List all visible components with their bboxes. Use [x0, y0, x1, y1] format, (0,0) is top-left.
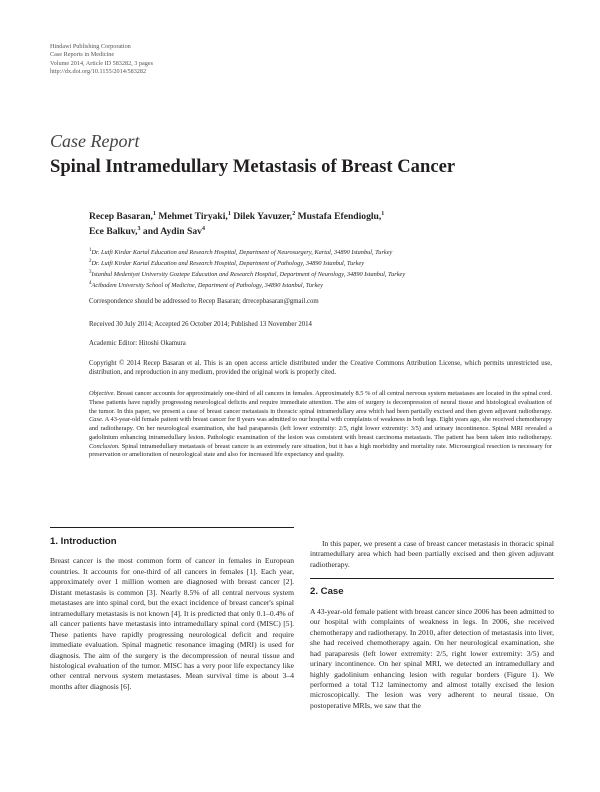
affiliation-marker: 2: [292, 211, 296, 217]
affiliation: [89, 280, 559, 291]
case-text: A 43-year-old female patient with breast cancer since 2006 has been admitted to our hospital with complaints of weakness in legs. In 2006, she received chemotherapy and radiotherapy. In 2010, after detection of metastasis into liver, she had received chemotherapy again. On her neurological examination, she had paraparesis (left lower extremity: 2/5, right lower extremity: 3/5) and urinary incontinence. On her spinal MRI, we detected an intramedullary and highly gadolinium enhancing lesion with regular borders (Figure 1). We performed a total T12 laminectomy and almost totally excised the lesion microscopically. The lesion was very adherent to neural tissue. On postoperative MRIs, we saw that the: [310, 606, 554, 710]
introduction-text: Breast cancer is the most common form of cancer in females in European countries. It accounts for one-third of all cancers in females [1]. Each year, approximately over 1 million women are diagnosed with breast cancer [2]. Distant metastasis is common [3]. Nearly 8.5% of all central nervous system metastases are into spinal cord, but the exact incidence of breast cancer's spinal intramedullary metastasis is not known [4]. It is predicted that only 0.1–0.4% of all cancer patients have metastasis into intramedullary spinal cord (MISC) [5]. These patients have rapidly progressing neurological deficit and require immediate evaluation. Spinal magnetic resonance imaging (MRI) is used for diagnosis. The aim of the surgery is the decompression of neural tissue and histological evaluation of the tumor. MISC has a very poor life expectancy like other central nervous system metastases. Mean survival time is about 3–4 months after diagnosis [6].: [50, 556, 294, 691]
affiliation-list: [89, 247, 559, 291]
article-type: Case Report: [50, 131, 140, 151]
journal-header: [50, 43, 300, 77]
left-column: [50, 537, 294, 692]
section-divider: [50, 527, 294, 528]
author-list: [89, 208, 559, 238]
affiliation-number: 1: [89, 248, 92, 253]
affiliation-number: 3: [89, 269, 92, 275]
doi-link[interactable]: http://dx.doi.org/10.1155/2014/583282: [50, 68, 147, 76]
volume-info: Volume 2014, Article ID 583282, 3 pages: [50, 59, 153, 67]
affiliation-marker: 1: [227, 211, 231, 217]
affiliation-marker: 4: [201, 226, 205, 233]
abstract-case-label: Case.: [89, 416, 104, 424]
author-name: Recep Basaran,: [89, 211, 153, 223]
publication-dates: Received 30 July 2014; Accepted 26 October 2014; Published 13 November 2014: [89, 321, 312, 328]
publisher: Hindawi Publishing Corporation: [50, 43, 131, 50]
right-column: [310, 539, 554, 711]
affiliation-number: 2: [89, 258, 92, 264]
affiliation-text: Dr. Lutfi Kirdar Kartal Education and Research Hospital, Department of Neurosurgery, Kartal, 34890 Istanbul, Turkey: [91, 249, 393, 257]
correspondence: Correspondence should be addressed to Recep Basaran; drrecepbasaran@gmail.com: [89, 298, 319, 305]
affiliation-marker: 1: [381, 211, 385, 217]
academic-editor: Academic Editor: Hitoshi Okamura: [89, 340, 186, 347]
affiliation-marker: 3: [137, 226, 141, 233]
abstract-case: A 43-year-old female patient with breast cancer for 8 years was admitted to our hospital with complaints of weakness in both legs. Eight years ago, she received chemotherapy and radiotherapy. On her neurological examination, she had paraparesis (left lower extremity: 2/5, right lower extremity: 3/5) and urinary incontinence. Spinal MRI revealed a gadolinium enhancing intramedullary lesion. Pathologic examination of the lesion was consistent with breast carcinoma metastasis. The patient has been taken into radiotherapy.: [89, 416, 552, 441]
affiliation-marker: 1: [152, 211, 156, 217]
introduction-heading: 1. Introduction: [50, 536, 117, 547]
affiliation-text: Istanbul Medeniyet University Goztepe Education and Research Hospital, Department of Neurology, 34890 Istanbul, Turkey: [91, 270, 406, 278]
paper-title: Spinal Intramedullary Metastasis of Breast Cancer: [50, 156, 456, 177]
introduction-continued: In this paper, we present a case of breast cancer metastasis in thoracic spinal intramedullary area which had been partially excised and then given adjuvant radiotherapy.: [310, 539, 554, 569]
journal-name: Case Reports in Medicine: [50, 51, 115, 59]
affiliation-text: Dr. Lutfi Kirdar Kartal Education and Research Hospital, Department of Pathology, 34890 Istanbul, Turkey: [91, 259, 365, 267]
affiliation-text: Acibadem University School of Medicine, Department of Pathology, 34890 Istanbul, Turkey: [91, 281, 323, 289]
abstract-objective: Breast cancer accounts for approximately one-third of all cancers in females. Approximately 8.5 % of all central nervous system metastases are located in the spinal cord. These patients have rapidly progressing neurological deficits and require immediate attention. The aim of surgery is decompression of neural tissue and histological evaluation of the tumor. In this paper, we present a case of breast cancer metastasis in thoracic spinal intramedullary area which had been partially excised and then given adjuvant radiotherapy.: [89, 390, 552, 415]
abstract: [89, 390, 552, 460]
section-divider: [310, 578, 554, 579]
affiliation: [89, 258, 559, 269]
author-name: Mustafa Efendioglu,: [295, 211, 382, 223]
case-heading: 2. Case: [310, 586, 344, 598]
copyright-notice: Copyright © 2014 Recep Basaran et al. This is an open access article distributed under the Creative Commons Attribution License, which permits unrestricted use, distribution, and reproduction in any medium, provided the original work is properly cited.: [89, 360, 552, 376]
author-name: Mehmet Tiryaki,: [155, 211, 228, 223]
author-name: and Aydin Sav: [140, 226, 202, 238]
abstract-objective-label: Objective.: [89, 390, 116, 397]
abstract-conclusion-label: Conclusion.: [89, 442, 120, 450]
affiliation: [89, 269, 559, 280]
affiliation: [89, 247, 559, 258]
author-name: Dilek Yavuzer,: [230, 211, 293, 223]
affiliation-number: 4: [89, 280, 92, 286]
abstract-conclusion: Spinal intramedullary metastasis of breast cancer is an extremely rare situation, but it has a high morbidity and mortality rate. Microsurgical resection is necessary for preservation or amelioration of neurological state and also for increased life expectancy and quality.: [89, 442, 552, 459]
author-name: Ece Balkuv,: [89, 226, 138, 238]
